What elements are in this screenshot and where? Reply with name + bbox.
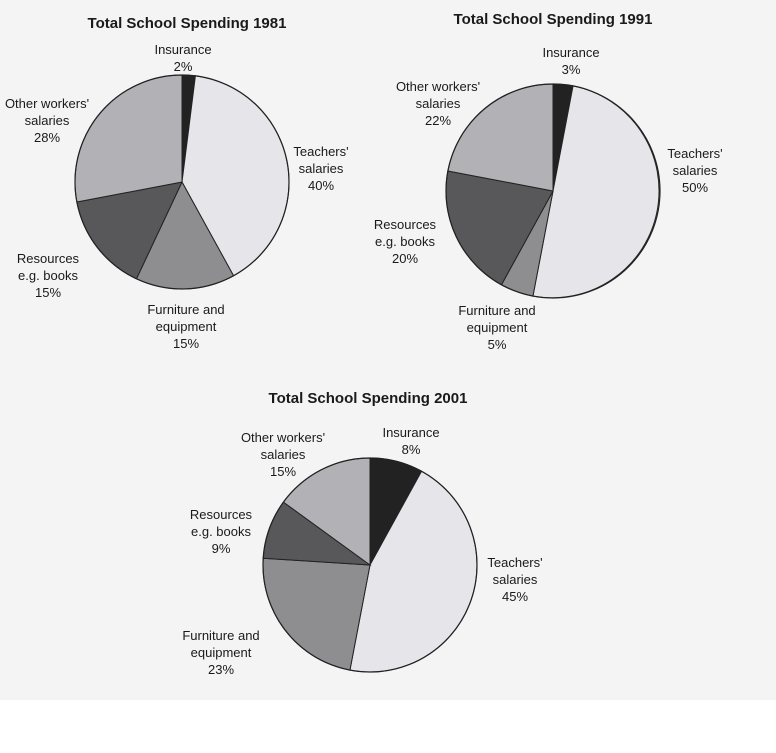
slice-label-teachers-1991: Teachers' salaries 50% — [667, 146, 723, 195]
slice-label-other-2001: Other workers' salaries 15% — [240, 430, 326, 479]
slice-label-insurance-1981: Insurance 2% — [154, 42, 212, 74]
slice-label-teachers-2001: Teachers' salaries 45% — [487, 555, 543, 604]
slice-label-teachers-1981: Teachers' salaries 40% — [293, 144, 349, 193]
slice-label-furniture-2001: Furniture and equipment 23% — [182, 628, 260, 677]
slice-label-other-1991: Other workers' salaries 22% — [395, 79, 481, 128]
slice-label-insurance-1991: Insurance 3% — [542, 45, 600, 77]
slice-label-other-1981: Other workers' salaries 28% — [4, 96, 90, 145]
slice-label-resources-2001: Resources e.g. books 9% — [189, 507, 253, 556]
slice-label-resources-1991: Resources e.g. books 20% — [373, 217, 437, 266]
chart-title-2001: Total School Spending 2001 — [268, 390, 468, 407]
slice-label-furniture-1991: Furniture and equipment 5% — [458, 303, 536, 352]
slice-label-insurance-2001: Insurance 8% — [382, 425, 440, 457]
chart-title-1981: Total School Spending 1981 — [87, 15, 287, 32]
slice-label-furniture-1981: Furniture and equipment 15% — [147, 302, 225, 351]
pie-slice-other-1981 — [75, 75, 182, 202]
page-margin — [0, 700, 776, 748]
slice-label-resources-1981: Resources e.g. books 15% — [16, 251, 80, 300]
chart-title-1991: Total School Spending 1991 — [453, 11, 653, 28]
